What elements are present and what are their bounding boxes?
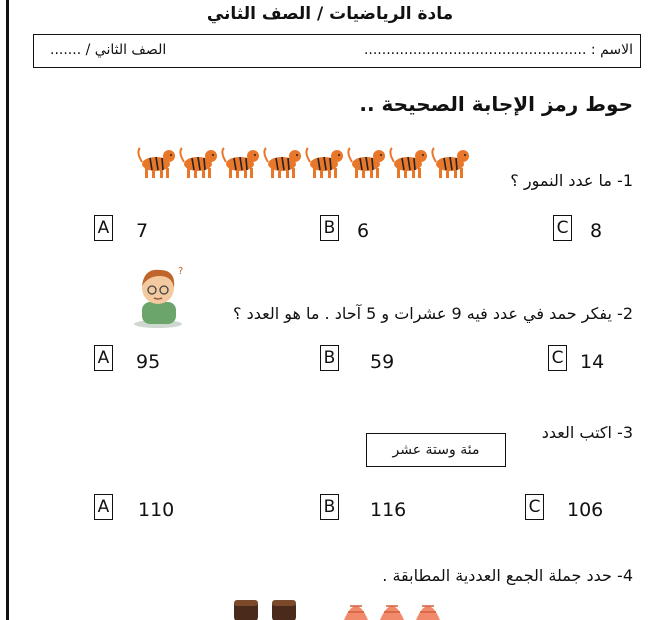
q3-option-b-box[interactable]: B [320, 494, 339, 520]
question-2-text: 2- يفكر حمد في عدد فيه 9 عشرات و 5 آحاد . ما هو العدد ؟ [233, 304, 633, 323]
q1-option-c-value: 8 [590, 220, 603, 242]
q2-option-b-box[interactable]: B [320, 345, 339, 371]
q2-option-b-value: 59 [370, 351, 395, 373]
tiger-icon [432, 148, 469, 178]
grade-label: الصف الثاني [206, 4, 312, 24]
q1-option-a-value: 7 [136, 220, 149, 242]
tiger-icon [138, 148, 175, 178]
ice-cream-icon [416, 606, 440, 620]
page-title [160, 4, 500, 24]
instruction-heading: حوط رمز الإجابة الصحيحة .. [359, 92, 633, 116]
question-4-text: 4- حدد جملة الجمع العددية المطابقة . [382, 566, 633, 585]
q2-option-c-box[interactable]: C [548, 345, 567, 371]
q2-option-a-value: 95 [136, 351, 161, 373]
tiger-icon [264, 148, 301, 178]
tigers-picture [136, 142, 476, 182]
name-field-label[interactable]: الاسم : .................................................. [363, 42, 633, 58]
tiger-icon [180, 148, 217, 178]
q1-option-a-box[interactable]: A [94, 215, 113, 241]
page-left-border [6, 0, 9, 620]
chocolate-bars-picture [228, 594, 300, 620]
ice-cream-icon [380, 606, 404, 620]
svg-text:?: ? [178, 266, 184, 277]
tiger-icon [348, 148, 385, 178]
q3-option-c-box[interactable]: C [525, 494, 544, 520]
question-1-text: 1- ما عدد النمور ؟ [510, 171, 633, 190]
q2-option-a-box[interactable]: A [94, 345, 113, 371]
q3-option-a-box[interactable]: A [94, 494, 113, 520]
ice-cream-icon [344, 606, 368, 620]
q1-option-b-box[interactable]: B [320, 215, 339, 241]
tiger-icon [306, 148, 343, 178]
q2-option-c-value: 14 [580, 351, 605, 373]
tiger-icon [222, 148, 259, 178]
boy-thinking-picture [128, 262, 190, 328]
q3-option-c-value: 106 [567, 499, 604, 521]
class-field-label[interactable]: الصف الثاني / ....... [50, 42, 167, 58]
q1-option-c-box[interactable]: C [553, 215, 572, 241]
number-words-box: مئة وستة عشر [366, 433, 506, 467]
subject-label: مادة الرياضيات [329, 4, 454, 24]
q1-option-b-value: 6 [357, 220, 370, 242]
question-3-text: 3- اكتب العدد [541, 423, 633, 442]
q3-option-a-value: 110 [138, 499, 175, 521]
ice-cream-picture [338, 590, 450, 620]
tiger-icon [390, 148, 427, 178]
title-separator: / [317, 4, 324, 24]
q3-option-b-value: 116 [370, 499, 407, 521]
